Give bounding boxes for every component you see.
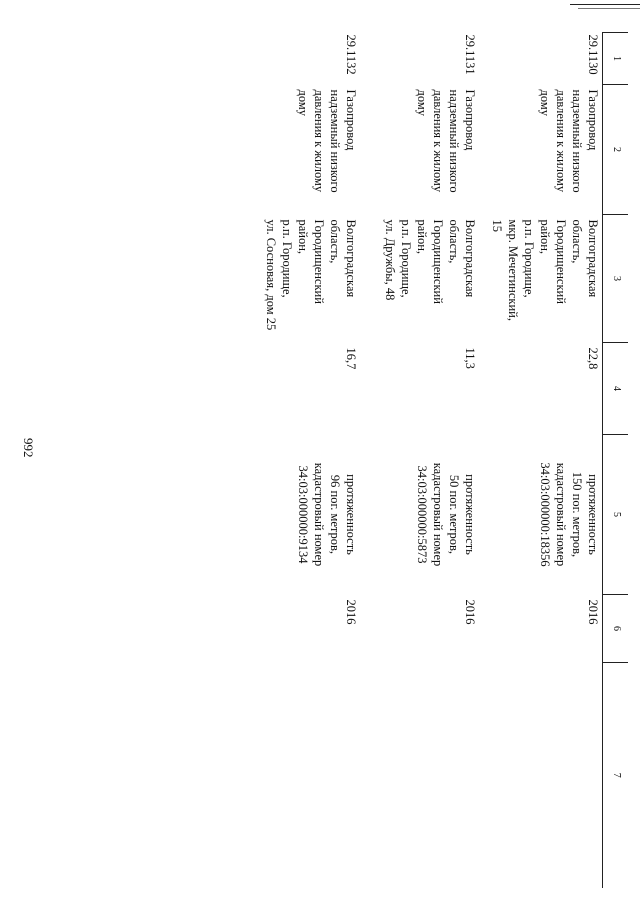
corner-rule [570, 4, 640, 5]
object-value: 11,3 [463, 347, 477, 369]
column-header: 1 [603, 33, 629, 85]
page-number: 992 [21, 438, 36, 458]
object-characteristics: протяженность 96 пог. метров, кадастровый номер 34:03:000000:9134 [296, 462, 358, 567]
object-name: Газопровод надземный низкого давления к жилому дому [296, 89, 358, 193]
record-number: 29.1130 [586, 34, 600, 75]
object-name: Газопровод надземный низкого давления к жилому дому [538, 89, 600, 193]
object-note [211, 663, 360, 888]
object-value: 16,7 [344, 347, 358, 370]
object-value: 22,8 [586, 347, 600, 370]
column-header: 2 [603, 85, 629, 215]
object-address: Волгоградская область, Городищенский район, р.п. Городище, ул. Дружбы, 48 [383, 219, 477, 304]
object-note [479, 663, 603, 888]
column-header: 6 [603, 595, 629, 663]
object-name: Газопровод надземный низкого давления к жилому дому [415, 89, 477, 193]
table-row [360, 33, 479, 888]
object-characteristics: протяженность 50 пог. метров, кадастровый номер 34:03:000000:5873 [415, 462, 477, 567]
object-address: Волгоградская область, Городищенский район, р.п. Городище, ул. Сосновая, дом 25 [264, 219, 358, 331]
object-note [360, 663, 479, 888]
column-number-row [603, 33, 629, 888]
object-year: 2016 [463, 599, 477, 625]
object-characteristics: протяженность 150 пог. метров, кадастровый номер 34:03:000000:18356 [538, 462, 600, 567]
column-header: 4 [603, 343, 629, 435]
table-row [211, 33, 360, 888]
column-header: 7 [603, 663, 629, 888]
object-year: 2016 [586, 599, 600, 625]
table-row [479, 33, 603, 888]
object-year: 2016 [344, 599, 358, 625]
rotated-table-container [108, 32, 628, 887]
record-number: 29.1131 [463, 34, 477, 75]
record-number: 29.1132 [344, 34, 358, 75]
column-header: 5 [603, 435, 629, 595]
object-address: Волгоградская область, Городищенский район, р.п. Городище, мкр. Мечетинский, 15 [490, 219, 600, 321]
column-header: 3 [603, 215, 629, 343]
register-table [211, 32, 628, 888]
